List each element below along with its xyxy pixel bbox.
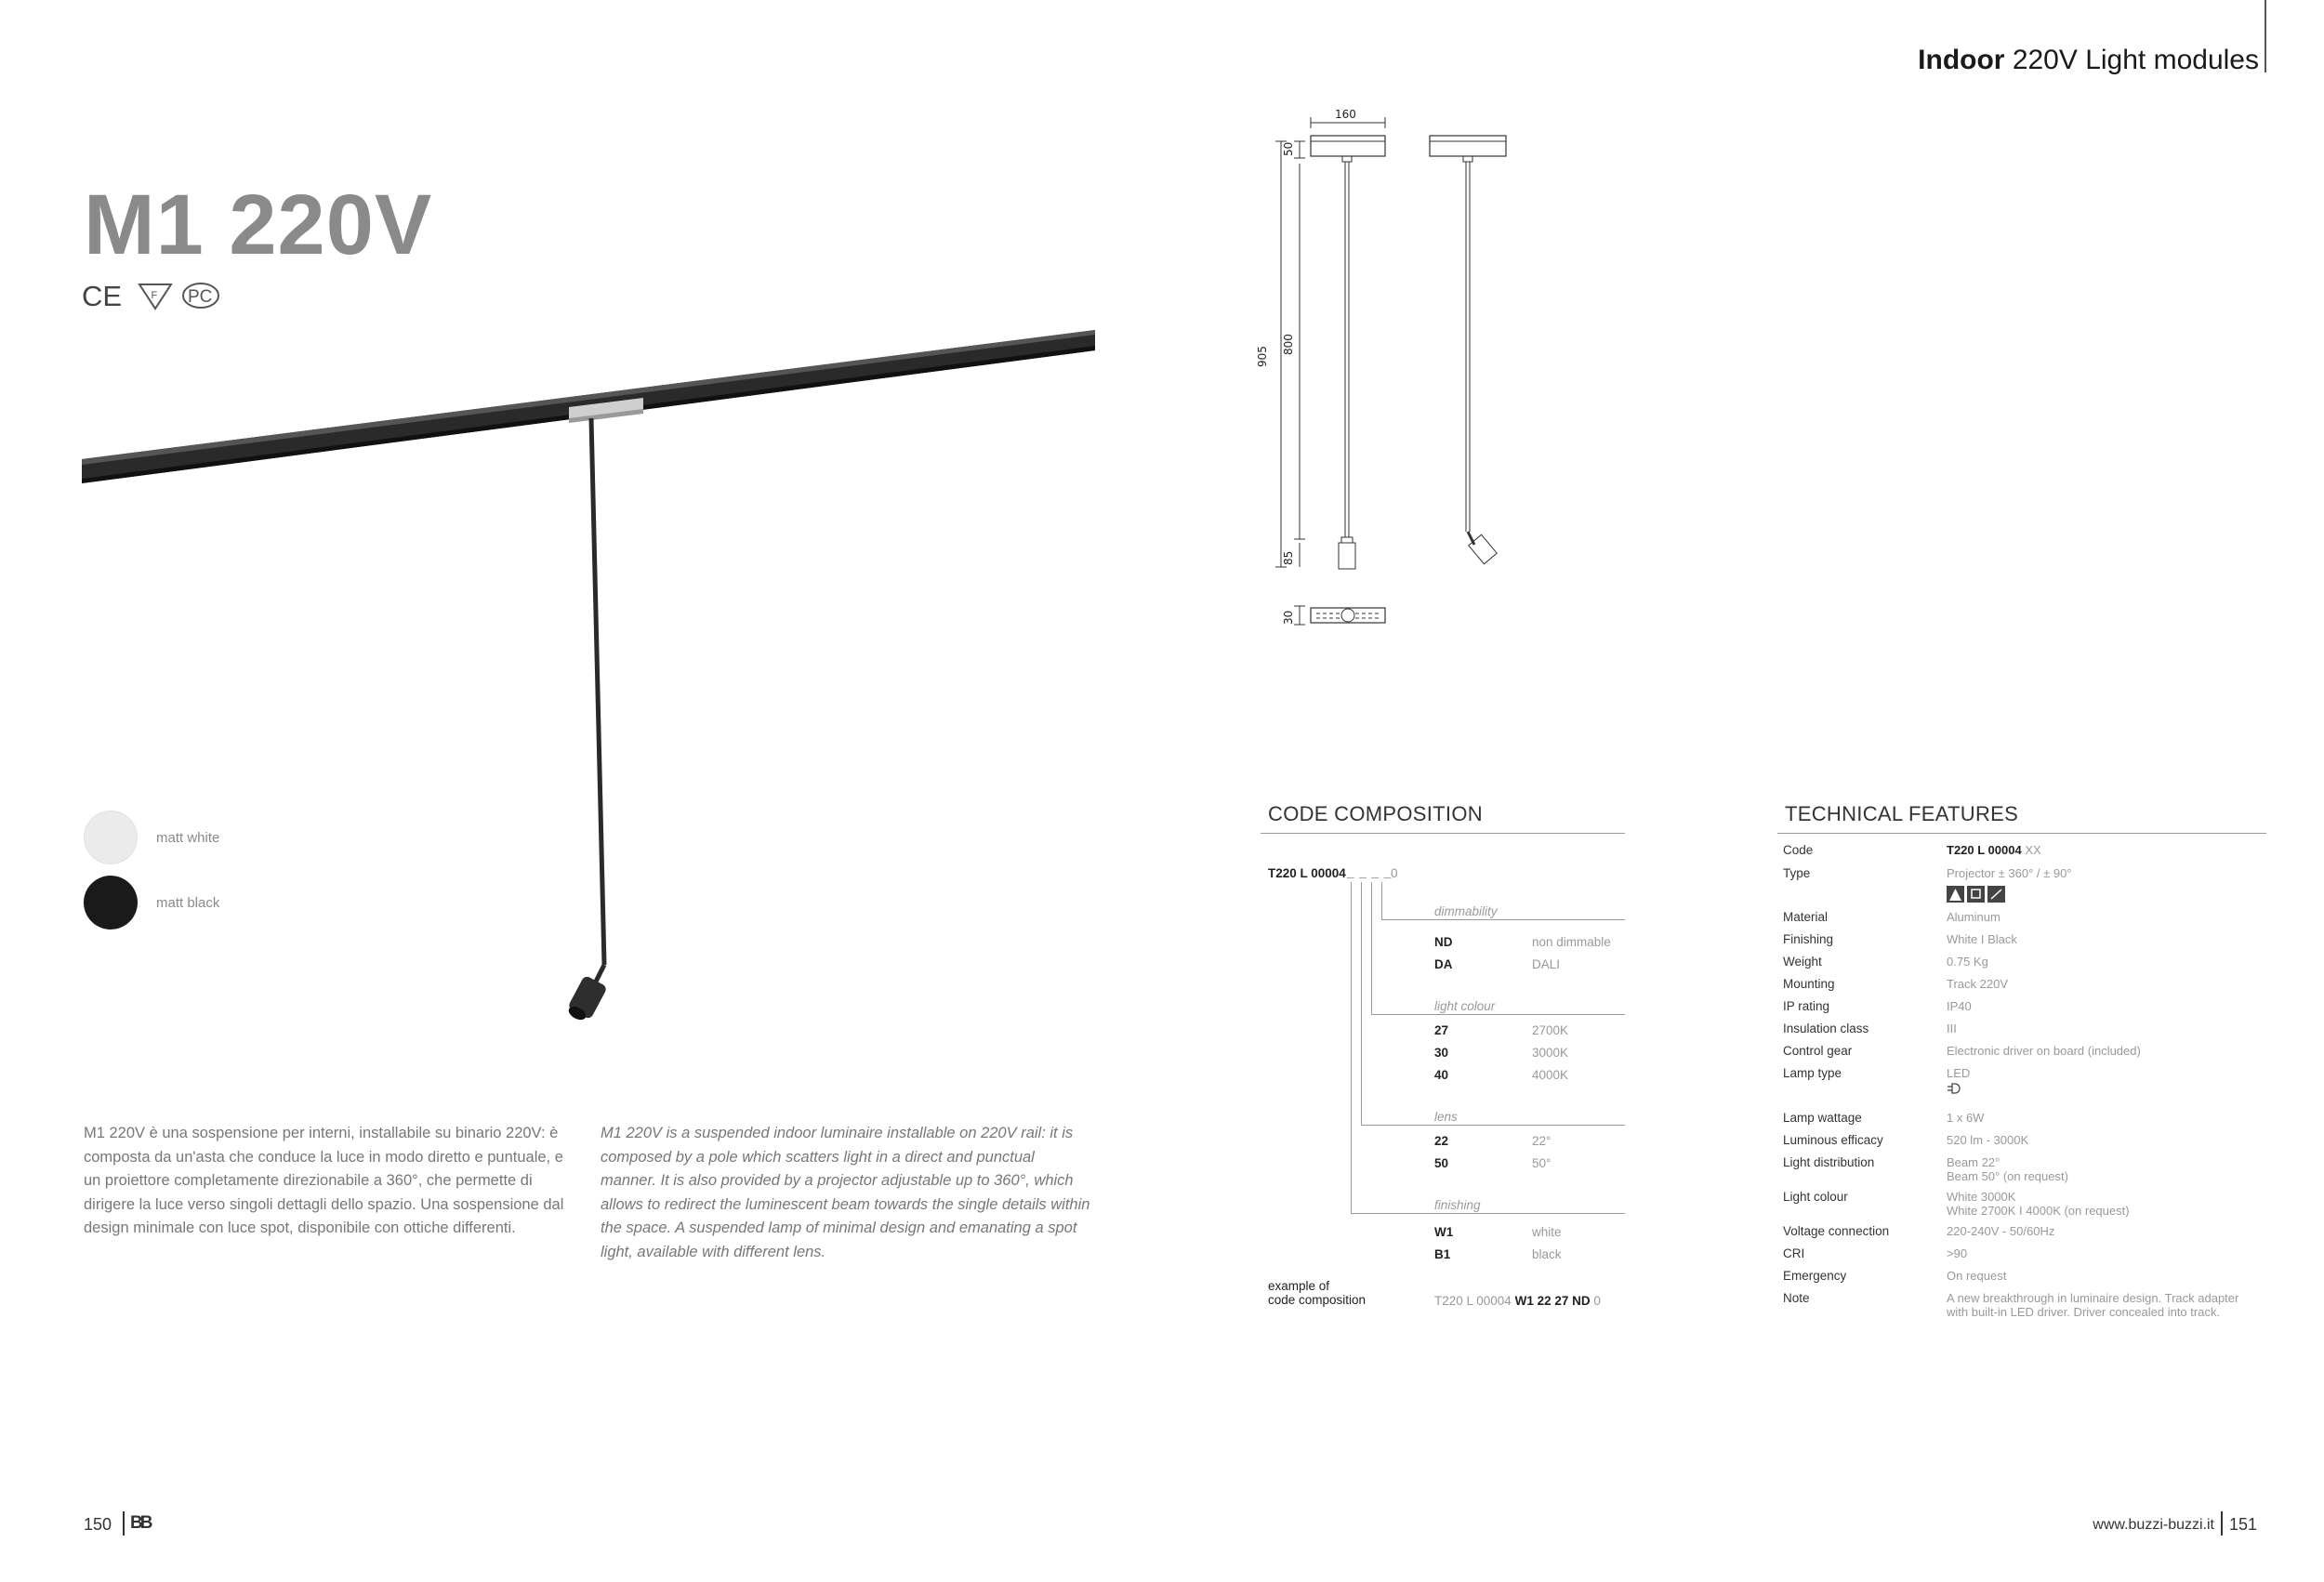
cc-option-label: 22° <box>1532 1134 1552 1148</box>
header-divider <box>2265 0 2266 73</box>
cc-branch-lens <box>1361 882 1362 1125</box>
drawing-top-view <box>1311 608 1385 623</box>
cc-rule-dimmability <box>1381 919 1625 920</box>
spotlight-icon <box>1967 886 1985 903</box>
tf-value: 220-240V - 50/60Hz <box>1947 1224 2055 1238</box>
tf-value: A new breakthrough in luminaire design. Track adapter with built-in LED driver. Driver concealed into track. <box>1947 1291 2239 1319</box>
cc-option-code: DA <box>1434 957 1453 971</box>
swatch-matt-white <box>84 811 138 864</box>
tf-label: Luminous efficacy <box>1783 1133 1883 1147</box>
cc-option-label: 2700K <box>1532 1023 1569 1037</box>
drawing-front-view <box>1311 136 1385 569</box>
tf-value: Track 220V <box>1947 977 2008 991</box>
tf-label: Type <box>1783 866 1811 880</box>
description-english: M1 220V is a suspended indoor luminaire installable on 220V rail: it is composed by a pole which scatters light in a direct and punctual manner. It is also provided by a projector adjustable up to 360°, which allows to redirect the luminescent beam towards the single details within the space. A suspended lamp of minimal design and emanating a spot light, available with different lens. <box>601 1125 1090 1260</box>
tf-value: White 3000K White 2700K I 4000K (on request) <box>1947 1190 2130 1218</box>
tf-label: Light colour <box>1783 1190 1848 1204</box>
dim-width: 160 <box>1335 108 1356 121</box>
technical-drawing <box>1246 102 1534 641</box>
cc-group-lens: lens <box>1434 1110 1458 1124</box>
technical-features-title: TECHNICAL FEATURES <box>1785 802 2019 825</box>
dim-head-height: 85 <box>1282 550 1295 565</box>
tf-value: III <box>1947 1022 1957 1035</box>
drawing-side-view <box>1430 136 1506 564</box>
tf-label: CRI <box>1783 1246 1805 1260</box>
tf-label: Code <box>1783 843 1814 857</box>
product-title: M1 220V <box>84 178 433 272</box>
dim-top-height: 50 <box>1282 141 1295 156</box>
cc-group-light-colour: light colour <box>1434 999 1496 1013</box>
cc-option-label: white <box>1532 1225 1562 1239</box>
tf-value: On request <box>1947 1269 2007 1283</box>
cc-option-code: 27 <box>1434 1023 1449 1037</box>
cc-option-label: non dimmable <box>1532 935 1611 949</box>
cc-option-code: 22 <box>1434 1134 1449 1148</box>
cc-group-finishing: finishing <box>1434 1198 1481 1212</box>
tf-value: 520 lm - 3000K <box>1947 1133 2029 1147</box>
tf-label: IP rating <box>1783 999 1830 1013</box>
suspension-pole <box>591 418 604 965</box>
tf-label: Lamp type <box>1783 1066 1842 1080</box>
code-composition-rule <box>1261 833 1625 834</box>
tf-label: Emergency <box>1783 1269 1847 1283</box>
footer-divider-left <box>123 1511 125 1536</box>
tf-label: Light distribution <box>1783 1155 1875 1169</box>
cc-option-label: 4000K <box>1532 1068 1569 1082</box>
cc-base-code: T220 L 00004 <box>1268 866 1346 880</box>
tf-value: LED <box>1947 1066 2263 1095</box>
product-image <box>82 325 1095 1022</box>
cc-option-code: W1 <box>1434 1225 1454 1239</box>
tf-label: Lamp wattage <box>1783 1111 1862 1125</box>
tf-label: Weight <box>1783 955 1822 969</box>
dim-pole-length: 800 <box>1282 334 1295 355</box>
tf-label: Insulation class <box>1783 1022 1869 1035</box>
cc-option-label: DALI <box>1532 957 1561 971</box>
tf-value: 0.75 Kg <box>1947 955 1988 969</box>
tf-label: Voltage connection <box>1783 1224 1890 1238</box>
code-composition-title: CODE COMPOSITION <box>1268 802 1483 825</box>
technical-features-rule <box>1777 833 2266 834</box>
cc-option-code: B1 <box>1434 1247 1451 1261</box>
cc-rule-finishing <box>1351 1213 1625 1214</box>
swatch-label-white: matt white <box>156 830 220 846</box>
tf-value: Beam 22° Beam 50° (on request) <box>1947 1155 2068 1183</box>
cc-example-code: T220 L 00004 W1 22 27 ND 0 <box>1434 1294 1601 1308</box>
f-mark-icon <box>139 284 171 309</box>
dim-total-height: 905 <box>1256 346 1269 367</box>
swatch-label-black: matt black <box>156 895 220 911</box>
cc-group-dimmability: dimmability <box>1434 904 1498 918</box>
ce-mark-icon <box>82 280 122 312</box>
footer-divider-right <box>2221 1511 2223 1536</box>
page-number-left: 150 <box>84 1515 112 1534</box>
brand-logo-icon: BB <box>130 1513 151 1533</box>
spot-projector <box>566 965 607 1022</box>
certification-marks <box>82 279 231 312</box>
tf-label: Material <box>1783 910 1829 924</box>
cc-branch-light-colour <box>1371 882 1372 1014</box>
tf-value: 1 x 6W <box>1947 1111 1985 1125</box>
cc-option-label: 50° <box>1532 1156 1552 1170</box>
header-title: Indoor 220V Light modules <box>1918 45 2259 75</box>
cc-branch-finishing <box>1351 882 1352 1213</box>
f-mark-text: F <box>151 290 158 301</box>
tf-value: Projector ± 360° / ± 90° <box>1947 866 2263 903</box>
tf-value: IP40 <box>1947 999 1972 1013</box>
cc-suffix: 0 <box>1391 866 1398 880</box>
led-bulb-icon <box>1947 1082 2263 1095</box>
cc-example-label: example of code composition <box>1268 1279 1367 1307</box>
tf-label: Note <box>1783 1291 1810 1305</box>
tf-label: Control gear <box>1783 1044 1853 1058</box>
cc-option-label: 3000K <box>1532 1046 1569 1060</box>
downlight-icon <box>1947 886 1964 903</box>
tf-value: >90 <box>1947 1246 1968 1260</box>
description-italian: M1 220V è una sospensione per interni, installabile su binario 220V: è composta da un'asta che conduce la luce in modo diretto e puntuale, e un proiettore completamente direzionabile a 360°, che permette di dirigere la luce verso singoli dettagli dello spazio. Una sospensione dal design minimale con luce spot, disponibile con ottiche differenti. <box>84 1125 564 1236</box>
cc-branch-dimmability <box>1381 882 1382 919</box>
tf-value: Electronic driver on board (included) <box>1947 1044 2141 1058</box>
pct-mark-icon <box>183 283 218 308</box>
swatch-matt-black <box>84 876 138 929</box>
cc-option-code: ND <box>1434 935 1453 949</box>
adjustable-icon <box>1987 886 2005 903</box>
tf-label: Mounting <box>1783 977 1835 991</box>
tf-value: T220 L 00004 XX <box>1947 843 2041 857</box>
cc-option-code: 40 <box>1434 1068 1449 1082</box>
ce-mark-text: CE <box>82 280 123 312</box>
tf-value: White I Black <box>1947 932 2017 946</box>
pct-mark-text: PC <box>188 287 213 307</box>
cc-option-label: black <box>1532 1247 1562 1261</box>
cc-rule-lens <box>1361 1125 1625 1126</box>
dim-track-height: 30 <box>1282 610 1295 625</box>
website-link[interactable]: www.buzzi-buzzi.it <box>2093 1517 2214 1533</box>
cc-rule-light-colour <box>1371 1014 1625 1015</box>
tf-value: Aluminum <box>1947 910 2000 924</box>
cc-placeholder: _ _ _ _ <box>1347 864 1393 878</box>
cc-option-code: 30 <box>1434 1046 1449 1060</box>
light-emission-icons <box>1947 886 2263 903</box>
cc-option-code: 50 <box>1434 1156 1449 1170</box>
tf-label: Finishing <box>1783 932 1834 946</box>
page-number-right: 151 <box>2229 1515 2258 1534</box>
